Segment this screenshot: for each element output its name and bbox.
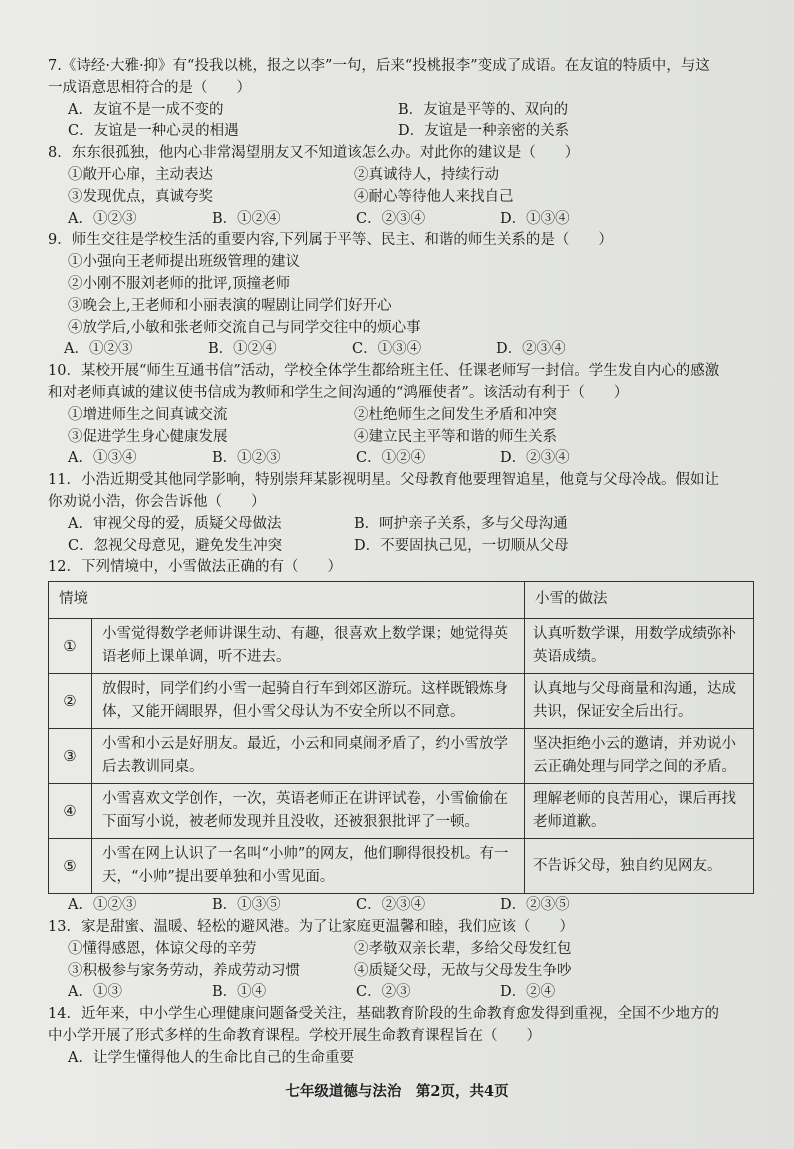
question-13-items-row1	[48, 939, 754, 961]
question-8-stem: 8．东东很孤独，他内心非常渴望朋友又不知道该怎么办。对此你的建议是（ ）	[48, 145, 580, 162]
table-row	[49, 784, 754, 839]
question-11-stem-line2: 你劝说小浩，你会告诉他（ ）	[48, 493, 266, 510]
question-12	[48, 557, 754, 917]
question-9	[48, 230, 754, 361]
option-b: B．呵护亲子关系，多与父母沟通	[354, 515, 568, 532]
action-text: 认真地与父母商量和沟通，达成共识，保证安全后出行。	[525, 674, 754, 729]
question-11	[48, 470, 754, 557]
question-13-stem: 13．家是甜蜜、温暖、轻松的避风港。为了让家庭更温馨和睦，我们应该（ ）	[48, 918, 574, 935]
option-b: B．①③⑤	[212, 897, 281, 914]
statement-2: ②杜绝师生之间发生矛盾和冲突	[354, 406, 557, 423]
option-d: D．②④	[500, 984, 556, 1001]
option-b: B．①②③	[212, 450, 281, 467]
question-7	[48, 56, 754, 143]
statement-1: ①增进师生之间真诚交流	[68, 406, 228, 423]
row-number: ④	[49, 784, 92, 839]
option-b: B．①④	[212, 984, 267, 1001]
option-c: C．①③④	[352, 341, 422, 358]
option-d: D．友谊是一种亲密的关系	[398, 123, 570, 140]
row-number: ⑤	[49, 839, 92, 894]
option-c: C．②③④	[356, 210, 426, 227]
option-a: A．让学生懂得他人的生命比自己的生命重要	[68, 1049, 354, 1066]
question-14	[48, 1004, 754, 1069]
option-a: A．①②③	[64, 341, 133, 358]
option-a: A．①②③	[68, 210, 137, 227]
question-11-options-row2	[48, 536, 754, 558]
question-7-options-row2	[48, 121, 754, 143]
header-situation: 情境	[49, 582, 525, 619]
question-9-options	[48, 339, 754, 361]
exam-content	[48, 56, 754, 1070]
question-10-items-row1	[48, 405, 754, 427]
table-row	[49, 674, 754, 729]
statement-2: ②小刚不服刘老师的批评,顶撞老师	[68, 275, 291, 292]
option-a: A．①②③	[68, 897, 137, 914]
row-number: ③	[49, 729, 92, 784]
option-d: D．不要固执己见，一切顺从父母	[354, 537, 569, 554]
question-13-items-row2	[48, 961, 754, 983]
option-c: C．友谊是一种心灵的相遇	[68, 123, 239, 140]
option-c: C．忽视父母意见，避免发生冲突	[68, 537, 283, 554]
option-a: A．审视父母的爱，质疑父母做法	[68, 515, 282, 532]
statement-4: ④质疑父母，无故与父母发生争吵	[354, 962, 572, 979]
statement-1: ①敞开心扉，主动表达	[68, 166, 213, 183]
option-c: C．②③④	[356, 897, 426, 914]
row-number: ①	[49, 619, 92, 674]
question-14-stem-line1: 14．近年来，中小学生心理健康问题备受关注，基础教育阶段的生命教育愈发得到重视，全国不少地方的	[48, 1006, 719, 1023]
question-12-options	[48, 895, 754, 917]
option-b: B．友谊是平等的、双向的	[398, 101, 569, 118]
situation-text: 小雪觉得数学老师讲课生动、有趣，很喜欢上数学课；她觉得英语老师上课单调，听不进去。	[92, 619, 525, 674]
situation-text: 小雪和小云是好朋友。最近，小云和同桌闹矛盾了，约小雪放学后去教训同桌。	[92, 729, 525, 784]
question-7-stem-line1: 7.《诗经·大雅·抑》有“投我以桃，报之以李”一句，后来“投桃报李”变成了成语。在友谊的特质中，与这	[48, 58, 710, 74]
statement-4: ④耐心等待他人来找自己	[354, 188, 514, 205]
question-7-stem-line2: 一成语意思相符合的是（ ）	[48, 79, 251, 96]
question-7-options-row1	[48, 100, 754, 122]
question-13	[48, 917, 754, 1004]
statement-2: ②孝敬双亲长辈，多给父母发红包	[354, 940, 572, 957]
statement-4: ④放学后,小敏和张老师交流自己与同学交往中的烦心事	[68, 319, 421, 336]
header-action: 小雪的做法	[525, 582, 754, 619]
option-a: A．友谊不是一成不变的	[68, 101, 224, 118]
option-c: C．①②④	[356, 450, 426, 467]
question-13-options	[48, 982, 754, 1004]
option-d: D．①③④	[500, 210, 570, 227]
table-row	[49, 729, 754, 784]
action-text: 坚决拒绝小云的邀请，并劝说小云正确处理与同学之间的矛盾。	[525, 729, 754, 784]
situation-text: 放假时，同学们约小雪一起骑自行车到郊区游玩。这样既锻炼身体，又能开阔眼界，但小雪父母认为不安全所以不同意。	[92, 674, 525, 729]
question-12-stem: 12．下列情境中，小雪做法正确的有（ ）	[48, 559, 342, 576]
question-10	[48, 361, 754, 470]
table-row	[49, 839, 754, 894]
option-d: D．②③⑤	[500, 897, 570, 914]
page-footer: 七年级道德与法治 第2页，共4页	[285, 1083, 509, 1100]
row-number: ②	[49, 674, 92, 729]
action-text: 不告诉父母，独自约见网友。	[525, 839, 754, 894]
question-11-stem-line1: 11．小浩近期受其他同学影响，特别崇拜某影视明星。父母教育他要理智追星，他竟与父母冷战。假如让	[48, 472, 719, 489]
statement-1: ①懂得感恩，体谅父母的辛劳	[68, 940, 257, 957]
option-c: C．②③	[356, 984, 411, 1001]
statement-3: ③发现优点，真诚夸奖	[68, 188, 213, 205]
statement-1: ①小强向王老师提出班级管理的建议	[68, 254, 300, 271]
action-text: 理解老师的良苦用心，课后再找老师道歉。	[525, 784, 754, 839]
question-11-options-row1	[48, 514, 754, 536]
table-header-row	[49, 582, 754, 619]
statement-3: ③促进学生身心健康发展	[68, 428, 228, 445]
action-text: 认真听数学课，用数学成绩弥补英语成绩。	[525, 619, 754, 674]
situation-text: 小雪喜欢文学创作，一次，英语老师正在讲评试卷，小雪偷偷在下面写小说，被老师发现并且没收，还被狠狠批评了一顿。	[92, 784, 525, 839]
option-a: A．①③	[68, 984, 122, 1001]
statement-2: ②真诚待人，持续行动	[354, 166, 499, 183]
question-10-items-row2	[48, 427, 754, 449]
option-d: D．②③④	[500, 450, 570, 467]
statement-3: ③晚会上,王老师和小丽表演的喔剧让同学们好开心	[68, 297, 392, 314]
question-9-stem: 9．师生交往是学校生活的重要内容,下列属于平等、民主、和谐的师生关系的是（ ）	[48, 232, 613, 249]
situation-table	[48, 581, 754, 894]
statement-3: ③积极参与家务劳动，养成劳动习惯	[68, 962, 300, 979]
situation-text: 小雪在网上认识了一名叫“小帅”的网友，他们聊得很投机。有一天，“小帅”提出要单独和小雪见面。	[92, 839, 525, 894]
question-10-stem-line2: 和对老师真诚的建议使书信成为教师和学生之间沟通的“鸿雁使者”。该活动有利于（ ）	[48, 384, 629, 401]
statement-4: ④建立民主平等和谐的师生关系	[354, 428, 557, 445]
question-14-stem-line2: 中小学开展了形式多样的生命教育课程。学校开展生命教育课程旨在（ ）	[48, 1027, 541, 1044]
option-b: B．①②④	[208, 341, 277, 358]
question-8-items-row2	[48, 187, 754, 209]
option-d: D．②③④	[496, 341, 566, 358]
question-8	[48, 143, 754, 230]
question-8-items-row1	[48, 165, 754, 187]
option-b: B．①②④	[212, 210, 281, 227]
question-8-options	[48, 209, 754, 231]
option-a: A．①③④	[68, 450, 137, 467]
table-row	[49, 619, 754, 674]
question-10-options	[48, 448, 754, 470]
question-10-stem-line1: 10．某校开展“师生互通书信”活动，学校全体学生都给班主任、任课老师写一封信。学生发自内心的感激	[48, 363, 720, 380]
